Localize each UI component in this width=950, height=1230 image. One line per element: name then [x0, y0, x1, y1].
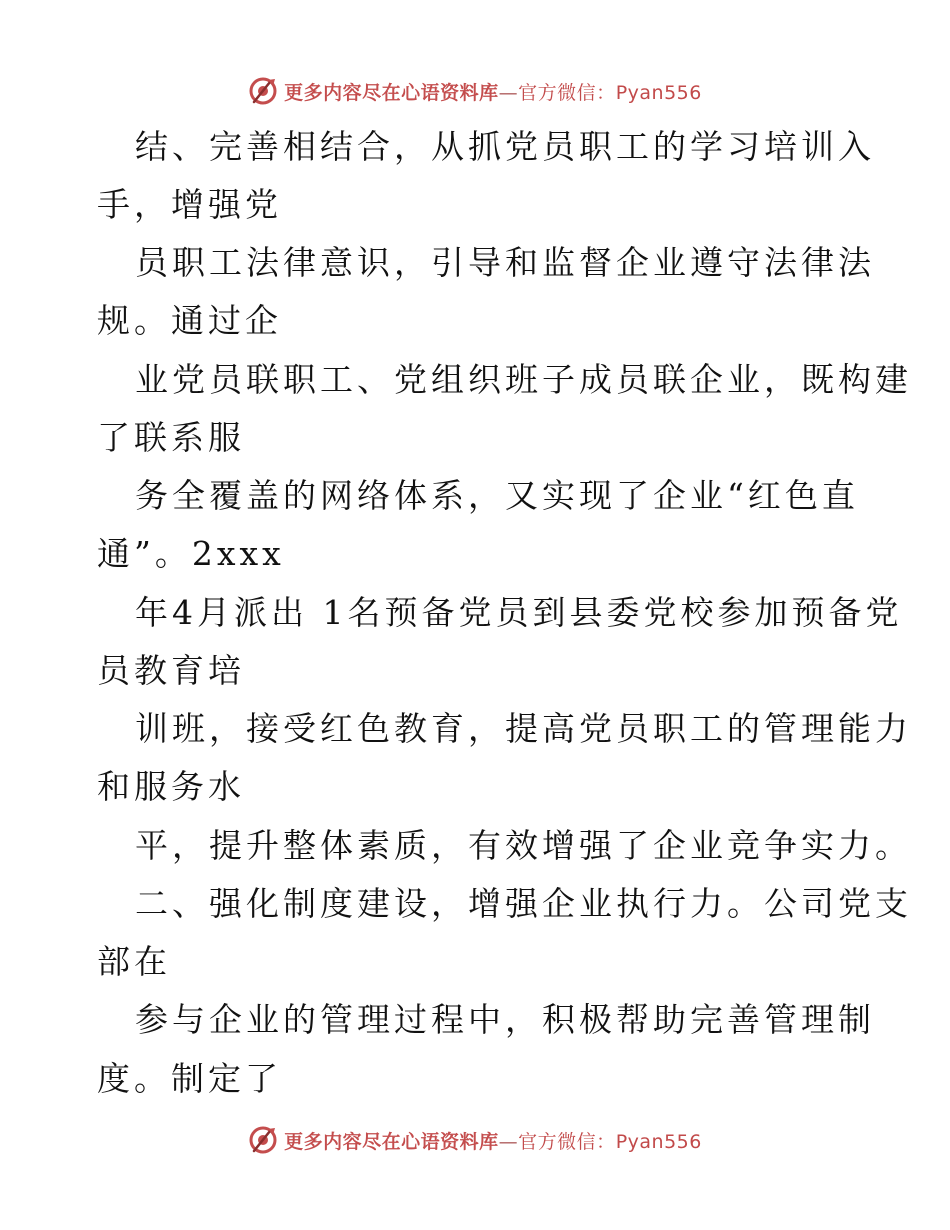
body-line: 规。通过企 — [97, 301, 282, 340]
watermark-wechat-id: Pyan556 — [615, 1130, 702, 1153]
body-line: 手，增强党 — [97, 185, 282, 224]
body-line: 了联系服 — [97, 418, 245, 457]
watermark-dash: — — [498, 81, 519, 104]
body-line: 业党员联职工、党组织班子成员联企业，既构建 — [135, 360, 912, 399]
watermark-wechat-label: 官方微信： — [518, 1130, 616, 1153]
body-line: 和服务水 — [97, 767, 245, 806]
body-line: 员教育培 — [97, 651, 245, 690]
body-line: 部在 — [97, 942, 171, 981]
body-line: 通”。2xxx — [97, 534, 285, 573]
body-line: 结、完善相结合，从抓党员职工的学习培训入 — [135, 127, 875, 166]
watermark-wechat-id: Pyan556 — [615, 81, 702, 104]
body-line: 参与企业的管理过程中，积极帮助完善管理制 — [135, 1000, 875, 1039]
body-line: 平，提升整体素质，有效增强了企业竞争实力。 — [135, 826, 912, 865]
watermark-wechat-label: 官方微信： — [518, 81, 616, 104]
body-line: 员职工法律意识，引导和监督企业遵守法律法 — [135, 243, 875, 282]
logo-icon — [248, 1125, 278, 1155]
footer-watermark — [0, 1120, 950, 1160]
watermark-site-text: 更多内容尽在心语资料库 — [284, 81, 499, 104]
body-line: 年4月派出 1名预备党员到县委党校参加预备党 — [135, 593, 903, 632]
body-line: 度。制定了 — [97, 1059, 282, 1098]
watermark-site-text: 更多内容尽在心语资料库 — [284, 1130, 499, 1153]
body-line: 二、强化制度建设，增强企业执行力。公司党支 — [135, 884, 912, 923]
watermark-text — [284, 1127, 702, 1154]
body-line: 务全覆盖的网络体系，又实现了企业“红色直 — [135, 476, 859, 515]
body-line: 训班，接受红色教育，提高党员职工的管理能力 — [135, 709, 912, 748]
watermark-dash: — — [498, 1130, 519, 1153]
